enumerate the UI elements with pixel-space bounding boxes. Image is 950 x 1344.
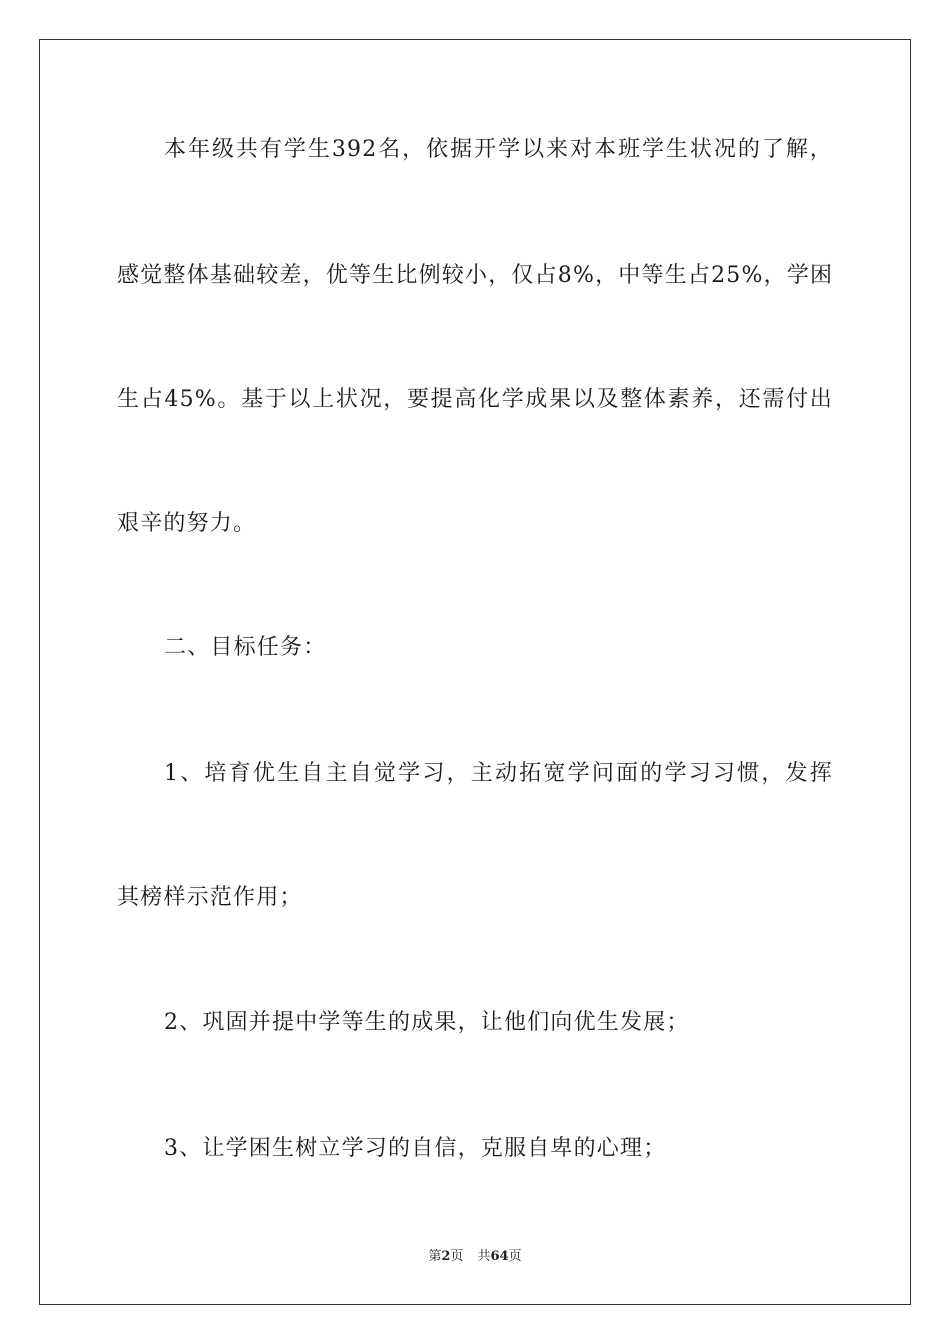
body-text-line: 本年级共有学生392名，依据开学以来对本班学生状况的了解，: [164, 137, 833, 162]
total-suffix: 页: [508, 1249, 522, 1264]
body-text-line: 感觉整体基础较差，优等生比例较小，仅占8%，中等生占25%，学困: [117, 263, 834, 288]
page-footer: [0, 1248, 950, 1266]
total-pages: 64: [490, 1249, 509, 1264]
list-item-3: 3、让学困生树立学习的自信，克服自卑的心理；: [164, 1136, 667, 1161]
page-prefix: 第: [428, 1249, 442, 1264]
body-text-line: 艰辛的努力。: [117, 511, 257, 536]
body-text-line: 生占45%。基于以上状况，要提高化学成果以及整体素养，还需付出: [117, 387, 833, 412]
total-prefix: 共: [477, 1249, 491, 1264]
list-item-1: 1、培育优生自主自觉学习，主动拓宽学问面的学习习惯，发挥: [164, 761, 833, 786]
list-item-2: 2、巩固并提中学等生的成果，让他们向优生发展；: [164, 1010, 690, 1035]
page-number: 2: [441, 1249, 451, 1264]
page-border: [39, 39, 911, 1305]
page-suffix: 页: [450, 1249, 464, 1264]
list-item-1-continued: 其榜样示范作用；: [117, 885, 303, 910]
section-heading: 二、目标任务：: [164, 635, 327, 660]
